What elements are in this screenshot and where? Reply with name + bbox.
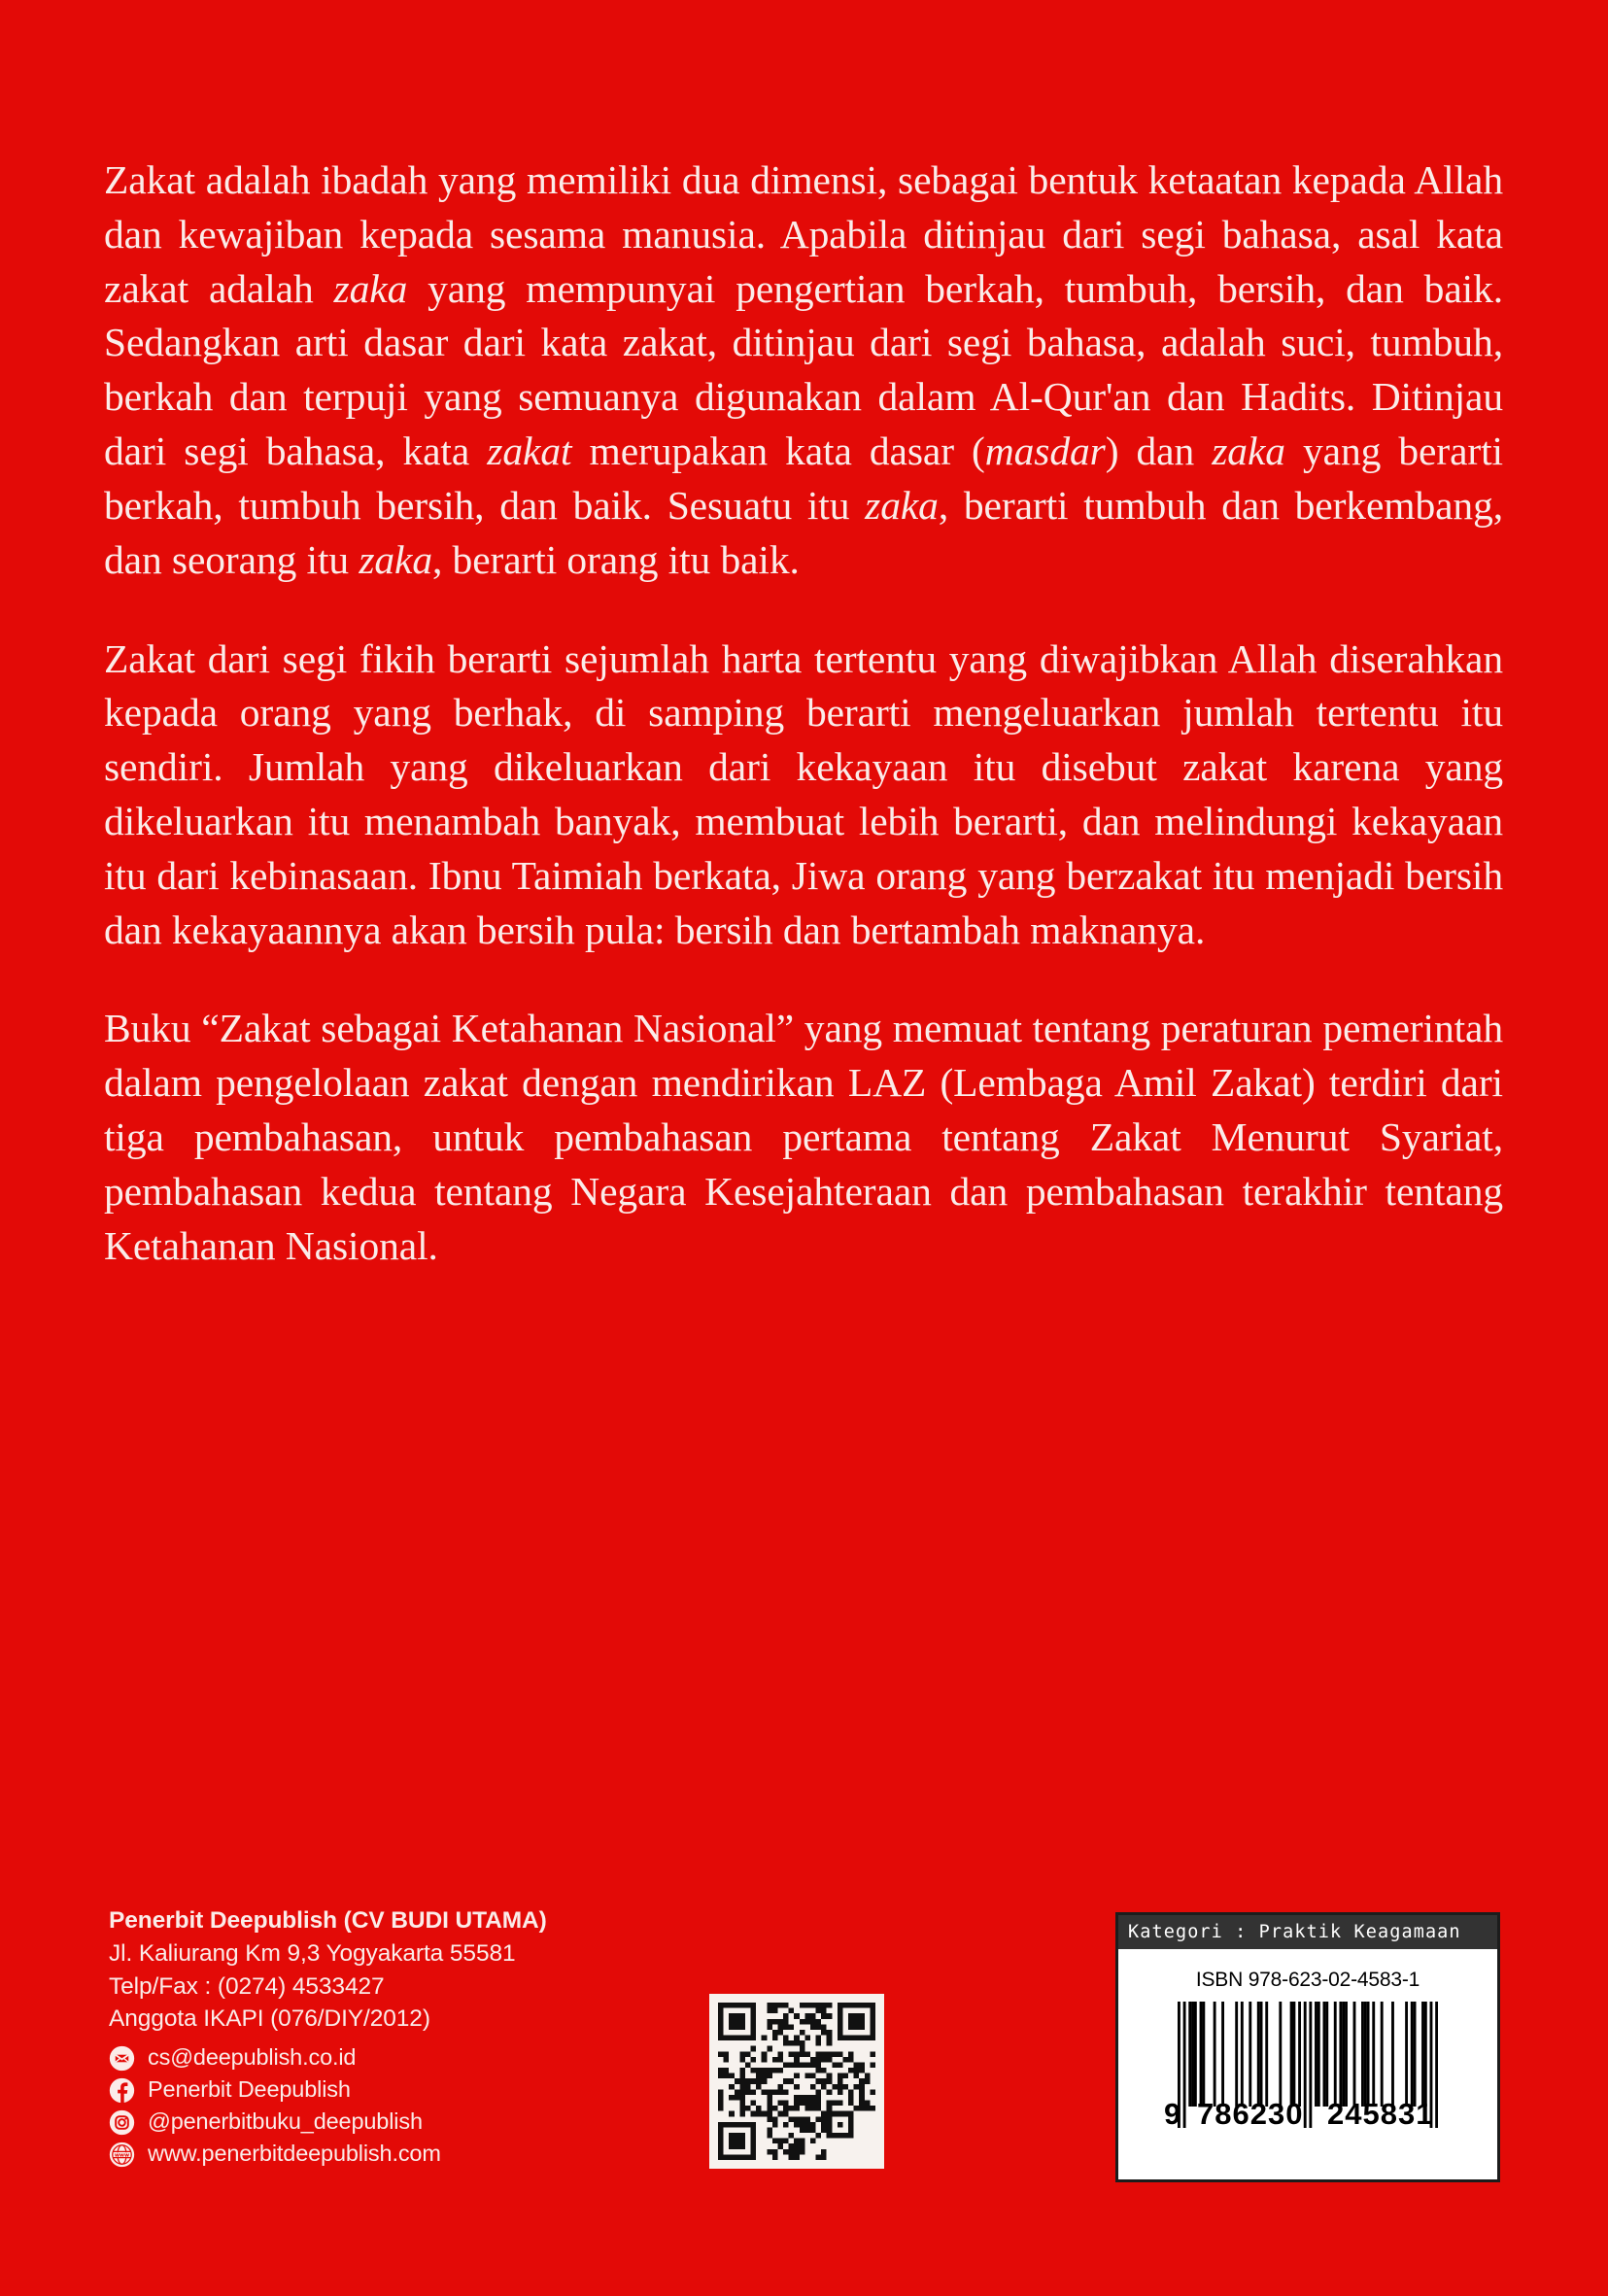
isbn-barcode-body — [1118, 1949, 1497, 2179]
publisher-info-block — [109, 1904, 711, 2171]
contact-row-website — [109, 2139, 711, 2170]
contact-facebook-text[interactable]: Penerbit Deepublish — [148, 2076, 351, 2103]
barcode-digit-right-group: 245831 — [1327, 2097, 1434, 2131]
blurb-paragraph-1: Zakat adalah ibadah yang memiliki dua dimensi, sebagai bentuk ketaatan kepada Allah dan kewajiban kepada sesama manusia. Apabila ditinjau dari segi bahasa, asal kata zakat adalah zaka yang mempunyai pengertian berkah, tumbuh, bersih, dan baik. Sedangkan arti dasar dari kata zakat, ditinjau dari segi bahasa, adalah suci, tumbuh, berkah dan terpuji yang semuanya digunakan dalam Al-Qur'an dan Hadits. Ditinjau dari segi bahasa, kata zakat merupakan kata dasar (masdar) dan zaka yang berarti berkah, tumbuh bersih, dan baik. Sesuatu itu zaka, berarti tumbuh dan berkembang, dan seorang itu zaka, berarti orang itu baik. — [104, 157, 1504, 582]
blurb-text-block — [104, 154, 1503, 1273]
italic-term: zakat — [487, 428, 572, 474]
isbn-number: ISBN 978-623-02-4583-1 — [1195, 1969, 1420, 1991]
publisher-ikapi-membership: Anggota IKAPI (076/DIY/2012) — [109, 2005, 430, 2033]
blurb-paragraph-3: Buku “Zakat sebagai Ketahanan Nasional” yang memuat tentang peraturan pemerintah dalam pengelolaan zakat dengan mendirikan LAZ (Lembaga Amil Zakat) terdiri dari tiga pembahasan, untuk pembahasan pertama tentang Zakat Menurut Syariat, pembahasan kedua tentang Negara Kesejahteraan dan pembahasan terakhir tentang Ketahanan Nasional. — [104, 1006, 1503, 1268]
barcode-digits — [1164, 2099, 1452, 2132]
italic-term: masdar — [984, 428, 1106, 474]
italic-term: zaka — [865, 482, 939, 528]
italic-term: zaka — [333, 265, 408, 311]
contact-website-text[interactable]: www.penerbitdeepublish.com — [148, 2141, 441, 2167]
qr-code-image — [718, 2003, 875, 2160]
barcode-digit-lead: 9 — [1164, 2097, 1181, 2131]
isbn-barcode-panel — [1115, 1912, 1500, 2182]
facebook-icon — [109, 2077, 135, 2104]
italic-term: zaka — [359, 536, 432, 582]
email-icon — [109, 2045, 135, 2072]
publisher-name: Penerbit Deepublish (CV BUDI UTAMA) — [109, 1907, 547, 1934]
instagram-icon — [109, 2109, 135, 2136]
publisher-phone: Telp/Fax : (0274) 4533427 — [109, 1972, 385, 2000]
contact-row-facebook — [109, 2074, 711, 2106]
contact-instagram-text[interactable]: @penerbitbuku_deepublish — [148, 2108, 423, 2135]
contact-row-instagram — [109, 2107, 711, 2138]
contact-row-email — [109, 2042, 711, 2073]
blurb-paragraph-2: Zakat dari segi fikih berarti sejumlah harta tertentu yang diwajibkan Allah diserahkan kepada orang yang berhak, di samping berarti mengeluarkan jumlah tertentu itu sendiri. Jumlah yang dikeluarkan dari kekayaan itu disebut zakat karena yang dikeluarkan itu menambah banyak, membuat lebih berarti, dan melindungi kekayaan itu dari kebinasaan. Ibnu Taimiah berkata, Jiwa orang yang berzakat itu menjadi bersih dan kekayaannya akan bersih pula: bersih dan bertambah maknanya. — [104, 635, 1503, 952]
website-icon — [109, 2142, 135, 2168]
book-category-label: Kategori : Praktik Keagamaan — [1118, 1915, 1497, 1949]
qr-code[interactable] — [709, 1994, 884, 2169]
barcode-digit-left-group: 786230 — [1197, 2097, 1304, 2131]
svg-text:www: www — [114, 2152, 130, 2159]
italic-term: zaka — [1212, 428, 1285, 474]
contact-email-text[interactable]: cs@deepublish.co.id — [148, 2044, 357, 2071]
barcode-graphic — [1164, 2002, 1438, 2131]
publisher-address: Jl. Kaliurang Km 9,3 Yogyakarta 55581 — [109, 1939, 516, 1967]
publisher-contact-list — [109, 2042, 711, 2170]
